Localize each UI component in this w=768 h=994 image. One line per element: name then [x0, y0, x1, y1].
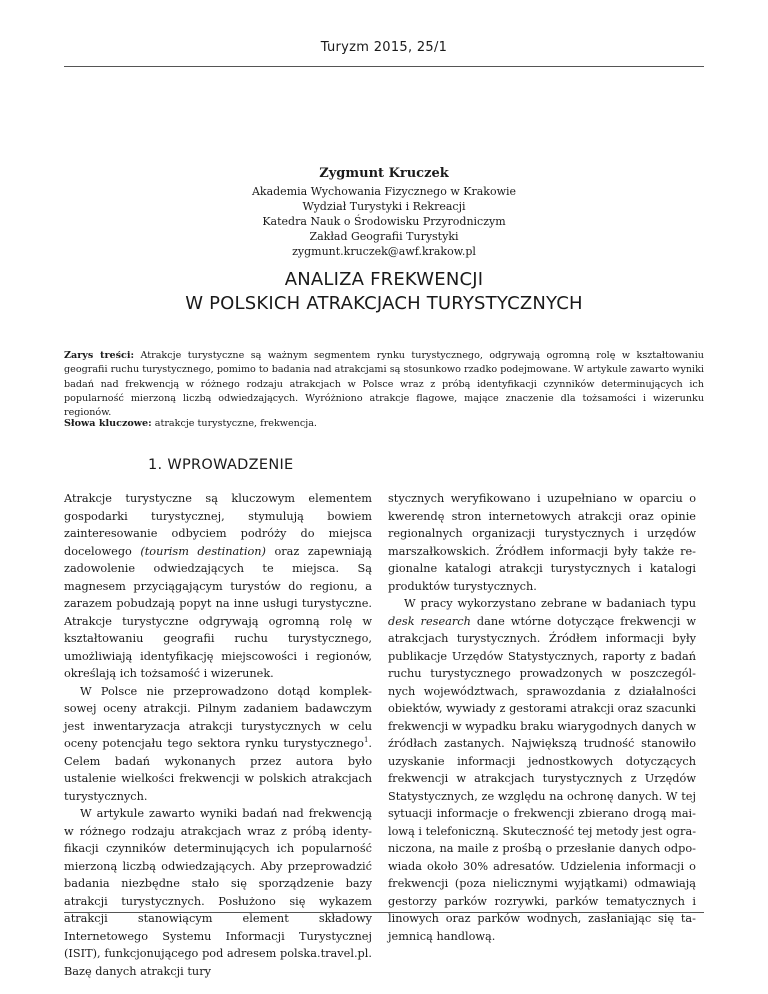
abstract-text: Atrakcje turystyczne są ważnym segmentem rynku turystycznego, odgrywają ogromną rolę w kształtowaniu geografii ruchu turystycznego, pomimo to badania nad atrakcjami są stosunkowo rzadko podejmowane. W artykule zawarto wyniki badań nad frekwencją w różnego rodzaju atrakcjach w Polsce wraz z próbą identyfikacji czynników determinujących ich popularność mierzoną liczbą odwiedzających. Wyróżniono atrakcje flagowe, mające znaczenie dla tożsamości i wizerunku regionów. [64, 350, 704, 419]
right-column [388, 490, 696, 945]
text-run: . Celem badań wykonanych przez autora było ustalenie wielkości frekwencji w polskich atrakcjach turystycznych. [64, 737, 372, 803]
text-run: W Polsce nie przeprowadzono dotąd kompleksowej oceny atrakcji. Pilnym zadaniem badawczym jest inwentaryzacja atrakcji turystycznych w celu oceny potencjału tego sektora rynku turystycznego [64, 684, 372, 750]
affiliation-university: Akademia Wychowania Fizycznego w Krakowie [251, 185, 517, 198]
paragraph: W artykule zawarto wyniki badań nad frekwencją w różnego rodzaju atrakcjach wraz z próbą identyfikacji czynników determinujących ich popularność mierzoną liczbą odwiedzających. Aby przeprowadzić badania niezbędne stało się sporządzenie bazy atrakcji turystycznych. Posłużono się wykazem atrakcji stanowiącym element składowy Internetowego Systemu Informacji Turystycznej (ISIT), funkcjonującego pod adresem polska.travel.pl. Bazę danych atrakcji tury [64, 807, 372, 978]
header-rule [64, 66, 704, 67]
title-line-1: ANALIZA FREKWENCJI [284, 269, 484, 290]
keywords-label: Słowa kluczowe: [64, 418, 152, 429]
article-title [0, 268, 768, 316]
paragraph [64, 683, 372, 806]
left-column [64, 490, 372, 980]
title-line-2: W POLSKICH ATRAKCJACH TURYSTYCZNYCH [185, 293, 583, 314]
abstract-label: Zarys treści: [64, 350, 135, 361]
author-name: Zygmunt Kruczek [319, 166, 449, 181]
italic-term: (tourism destination) [140, 544, 266, 558]
footnote-marker: 1 [363, 736, 369, 745]
affiliation-faculty: Wydział Turystyki i Rekreacji [302, 200, 466, 213]
abstract [64, 349, 704, 420]
journal-header: Turyzm 2015, 25/1 [320, 40, 448, 55]
author-block [0, 166, 768, 259]
paragraph: stycznych weryfikowano i uzupełniano w oparciu o kwerendę stron internetowych atrakcji oraz opinie regionalnych organizacji turystycznych i urzędów marszałkowskich. Źródłem informacji były także regionalne katalogi atrakcji turystycznych i katalogi produktów turystycznych. [388, 492, 696, 593]
section-heading: 1. WPROWADZENIE [148, 457, 294, 473]
paragraph [64, 490, 372, 683]
paragraph [388, 595, 696, 945]
text-run: Atrakcje turystyczne są kluczowym elementem gospodarki turystycznej, stymulują bowiem zainteresowanie odbyciem podróży do miejsca docelowego [64, 492, 372, 558]
affiliation-department: Katedra Nauk o Środowisku Przyrodniczym [262, 215, 506, 228]
text-run: oraz zapewniają zadowolenie odwiedzających te miejsca. Są magnesem przyciągającym turystów do regionu, a zarazem pobudzają popyt na inne usługi turystyczne. Atrakcje turystyczne odgrywają ogromną rolę w kształtowaniu geografii ruchu turystycznego, umożliwiają identyfikację miejscowości i regionów, określają ich tożsamość i wizerunek. [64, 544, 372, 680]
keywords-text: atrakcje turystyczne, frekwencja. [154, 418, 317, 429]
footer-rule [64, 912, 704, 913]
text-run: dane wtórne dotyczące frekwencji w atrakcjach turystycznych. Źródłem informacji były publikacje Urzędów Statystycznych, raporty z badań ruchu turystycznego prowadzonych w poszczególnych województwach, sprawozdania z działalności obiektów, wywiady z gestorami atrakcji oraz szacunki frekwencji w wypadku braku wiarygodnych danych w źródłach zastanych. Największą trudność stanowiło uzyskanie informacji jednostkowych dotyczących frekwencji w atrakcjach turystycznych z Urzędów Statystycznych, ze względu na ochronę danych. W tej sytuacji informacje o frekwencji zbierano drogą mailową i telefoniczną. Skuteczność tej metody jest ograniczona, na maile z prośbą o przesłanie danych odpowiada około 30% adresatów. Udzielenia informacji o frekwencji (poza nielicznymi wyjątkami) odmawiają gestorzy parków rozrywki, parków tematycznych i linowych oraz parków wodnych, zasłaniając się tajemnicą handlową. [388, 614, 697, 943]
author-email: zygmunt.kruczek@awf.krakow.pl [292, 245, 476, 258]
italic-term: desk research [388, 614, 471, 628]
affiliation-unit: Zakład Geografii Turystyki [309, 230, 459, 243]
keywords [64, 417, 704, 431]
text-run: W pracy wykorzystano zebrane w badaniach typu [404, 597, 696, 610]
